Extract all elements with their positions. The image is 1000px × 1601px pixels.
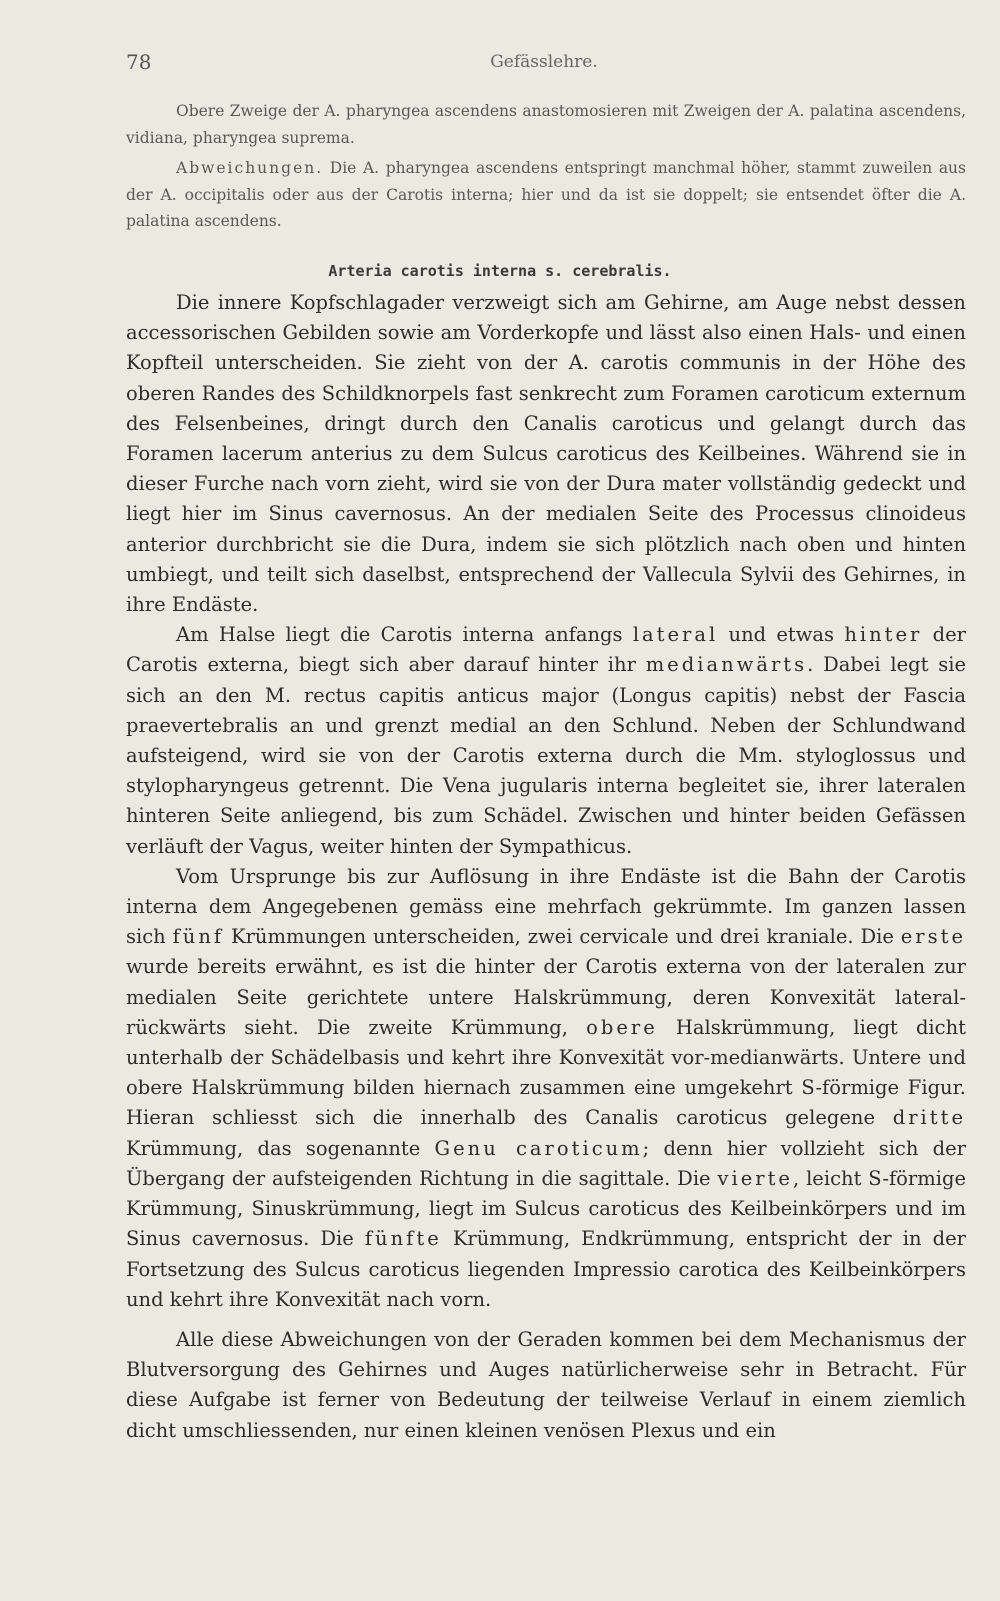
- p3-text-6: ; denn hier vollzieht sich der Übergang der aufsteigenden Richtung in die sagittale. Die: [126, 1136, 966, 1190]
- p2-text-4: . Dabei legt sie sich an den M. rectus capitis anticus major (Longus capitis) nebst der Fascia praevertebralis an und grenzt medial an den Schlund. Neben der Schlundwand aufsteigend, wird sie von der Carotis externa durch die Mm. styloglossus und stylopharyngeus getrennt. Die Vena jugularis interna begleitet sie, ihrer lateralen hinteren Seite anliegend, bis zum Schädel. Zwischen und hinter beiden Gefässen verläuft der Vagus, weiter hinten der Sympathicus.: [126, 653, 966, 858]
- p2-text-1: Am Halse liegt die Carotis interna anfangs: [176, 623, 633, 647]
- p3-text-5: Krümmung, das sogenannte: [126, 1136, 435, 1160]
- paragraph-2: [126, 620, 966, 862]
- p3-emph-6: vierte: [717, 1166, 793, 1190]
- page-number: 78: [126, 50, 152, 74]
- p3-emph-7: fünfte: [364, 1227, 442, 1251]
- running-title: Gefässlehre.: [490, 52, 598, 72]
- main-text: [126, 288, 966, 1446]
- p3-emph-1: fünf: [172, 925, 225, 949]
- variations-lead: Abweichungen.: [176, 159, 324, 177]
- note-branches: Obere Zweige der A. pharyngea ascendens anastomosieren mit Zweigen der A. palatina ascendens, vidiana, pharyngea suprema.: [126, 102, 966, 147]
- p2-emph-2: hinter: [844, 623, 923, 647]
- p3-text-3: wurde bereits erwähnt, es ist die hinter der Carotis externa von der lateralen zur medialen Seite gerichtete untere Halskrümmung, deren Konvexität lateral-rückwärts sieht. Die zweite Krümmung,: [126, 955, 966, 1039]
- variations-text: Die A. pharyngea ascendens entspringt manchmal höher, stammt zuweilen aus der A. occipitalis oder aus der Carotis interna; hier und da ist sie doppelt; sie entsendet öfter die A. palatina ascendens.: [126, 159, 966, 230]
- p3-emph-4: dritte: [892, 1106, 966, 1130]
- p3-emph-2: erste: [900, 925, 966, 949]
- p3-text-1: Vom Ursprunge bis zur Auflösung in ihre Endäste ist die Bahn der Carotis interna dem Angegebenen gemäss eine mehrfach gekrümmte. Im ganzen lassen sich: [126, 864, 966, 949]
- p2-text-3: der Carotis externa, biegt sich aber darauf hinter ihr: [126, 623, 966, 677]
- p3-emph-5: Genu caroticum: [434, 1136, 643, 1160]
- p2-emph-3: medianwärts: [645, 653, 808, 677]
- p3-text-2: Krümmungen unterscheiden, zwei cervicale und drei kraniale. Die: [224, 925, 901, 949]
- p3-text-7: , leicht S-förmige Krümmung, Sinuskrümmung, liegt im Sulcus caroticus des Keilbeinkörpers und im Sinus cavernosus. Die: [126, 1166, 966, 1251]
- p2-emph-1: lateral: [632, 623, 719, 647]
- page-header: [126, 50, 962, 80]
- note-variations: [126, 155, 966, 235]
- p3-emph-3: obere: [586, 1015, 658, 1039]
- section-heading: Arteria carotis interna s. cerebralis.: [328, 262, 672, 280]
- paragraph-3: [126, 862, 966, 1315]
- p3-text-8: Krümmung, Endkrümmung, entspricht der in der Fortsetzung des Sulcus caroticus liegenden Impressio carotica des Keilbeinkörpers und kehrt ihre Konvexität nach vorn.: [126, 1227, 966, 1311]
- paragraph-1: Die innere Kopfschlagader verzweigt sich am Gehirne, am Auge nebst dessen accessorischen Gebilden sowie am Vorderkopfe und lässt also einen Hals- und einen Kopfteil unterscheiden. Sie zieht von der A. carotis communis in der Höhe des oberen Randes des Schildknorpels fast senkrecht zum Foramen caroticum externum des Felsenbeines, dringt durch den Canalis caroticus und gelangt durch das Foramen lacerum anterius zu dem Sulcus caroticus des Keilbeines. Während sie in dieser Furche nach vorn zieht, wird sie von der Dura mater vollständig gedeckt und liegt hier im Sinus cavernosus. An der medialen Seite des Processus clinoideus anterior durchbricht sie die Dura, indem sie sich plötzlich nach oben und hinten umbiegt, und teilt sich daselbst, entsprechend der Vallecula Sylvii des Gehirnes, in ihre Endäste.: [126, 291, 966, 617]
- p2-text-2: und etwas: [718, 623, 845, 647]
- paragraph-4: Alle diese Abweichungen von der Geraden kommen bei dem Mechanismus der Blutversorgung des Gehirnes und Auges natürlicherweise sehr in Betracht. Für diese Aufgabe ist ferner von Bedeutung der teilweise Verlauf in einem ziemlich dicht umschliessenden, nur einen kleinen venösen Plexus und ein: [126, 1327, 966, 1442]
- p3-text-4: Halskrümmung, liegt dicht unterhalb der Schädelbasis und kehrt ihre Konvexität vor-medianwärts. Untere und obere Halskrümmung bilden hiernach zusammen eine umgekehrt S-förmige Figur. Hieran schliesst sich die innerhalb des Canalis caroticus gelegene: [126, 1015, 966, 1130]
- upper-notes: [126, 98, 966, 235]
